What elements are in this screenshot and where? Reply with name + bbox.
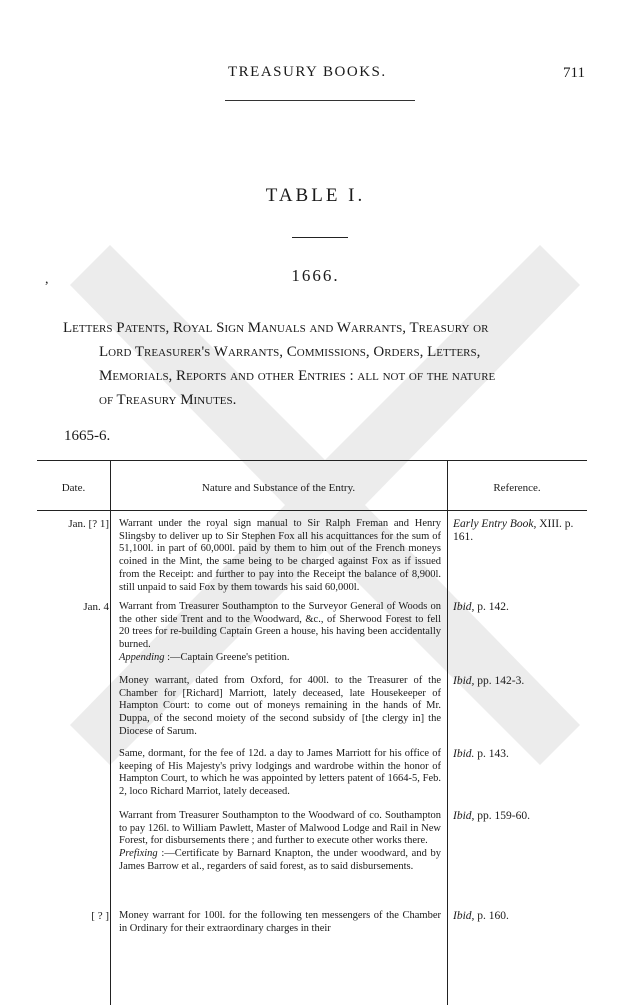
entry-appendix-label: Prefixing — [119, 848, 158, 860]
page-number: 711 — [563, 65, 585, 81]
column-header-entry: Nature and Substance of the Entry. — [201, 482, 356, 494]
reference-page: p. 143. — [474, 748, 509, 760]
row-reference — [453, 675, 585, 688]
row-entry: Same, dormant, for the fee of 12d. a day to James Marriott for his office of keeping of His Majesty's privy lodgings and wardrobe within the honor of Hampton Court, to which he was appointed by letters patent of 1664-5, Feb. 2, loco Richard Marriot, lately deceased. — [119, 748, 441, 798]
column-header-reference: Reference. — [493, 482, 541, 494]
reference-source: Early Entry Book, — [453, 518, 537, 530]
row-date: Jan. 4 — [83, 601, 109, 613]
reference-page: XIII. p. 161. — [453, 518, 574, 543]
intro-line: Letters Patents, Royal Sign Manuals and Warrants, Treasury or — [63, 320, 489, 336]
entry-appendix-text: :—Certificate by Barnard Knapton, the under woodward, and by James Barrow et al., regarders of said forest, as to said disbursements. — [119, 848, 441, 872]
column-divider — [447, 460, 448, 1005]
row-entry — [119, 601, 441, 665]
reference-page: pp. 159-60. — [474, 810, 530, 822]
reference-source: Ibid, — [453, 910, 475, 922]
heading-rule — [292, 237, 348, 238]
row-reference — [453, 601, 585, 614]
reference-source: Ibid, — [453, 810, 475, 822]
reference-source: Ibid, — [453, 601, 475, 613]
row-entry: Warrant under the royal sign manual to Sir Ralph Freman and Henry Slingsby to deliver up to Sir Stephen Fox all his acquittances for the sum of 51,100l. in part of 60,000l. paid by them to him out of the French moneys coined in the Mint, the same being to be charged against Fox as if issued from the Receipt: and further to pay into the Receipt the balance of 8,900l. still unpaid to said Fox by them towards his said 60,000l. — [119, 518, 441, 593]
row-entry — [119, 810, 441, 874]
row-entry: Money warrant for 100l. for the following ten messengers of the Chamber in Ordinary for their extraordinary charges in their — [119, 910, 441, 934]
row-entry: Money warrant, dated from Oxford, for 400l. to the Treasurer of the Chamber for [Richard] Marriott, lately deceased, late Housekeeper of Hampton Court: to come out of moneys remaining in the hands of Mr. Duppa, of the second moiety of the second subsidy of [the clergy in] the Diocese of Sarum. — [119, 675, 441, 737]
running-title: TREASURY BOOKS. — [228, 64, 387, 80]
stray-mark: , — [45, 272, 49, 287]
intro-line: of Treasury Minutes. — [99, 392, 237, 408]
table-top-rule — [37, 460, 587, 461]
row-date: Jan. [? 1] — [68, 518, 109, 530]
entry-text: Warrant from Treasurer Southampton to the Woodward of co. Southampton to pay 126l. to William Pawlett, Master of Malwood Lodge and Rail in New Forest, for disbursements there ; and further to execute other works there. — [119, 810, 441, 847]
intro-paragraph — [63, 316, 593, 412]
entry-appendix — [119, 652, 441, 665]
reference-source: Ibid, — [453, 675, 475, 687]
row-reference — [453, 518, 585, 544]
reference-page: p. 142. — [474, 601, 509, 613]
header-rule — [225, 100, 415, 101]
intro-line: Memorials, Reports and other Entries : all not of the nature — [99, 368, 496, 384]
entries-table — [37, 460, 587, 1005]
reference-source: Ibid. — [453, 748, 475, 760]
table-header-rule — [37, 510, 587, 511]
entry-text: Warrant from Treasurer Southampton to the Surveyor General of Woods on the other side Trent and to the Woodward, &c., of Sherwood Forest to fell 20 trees for re-building Captain Green a house, his having been accidentally burned. — [119, 601, 441, 651]
entry-appendix — [119, 848, 441, 873]
entry-appendix-label: Appending — [119, 651, 165, 663]
column-header-date: Date. — [61, 482, 86, 494]
column-divider — [110, 460, 111, 1005]
row-reference — [453, 748, 585, 761]
table-heading: TABLE I. — [265, 185, 366, 206]
reference-page: pp. 142-3. — [474, 675, 525, 687]
row-date: [ ? ] — [91, 910, 109, 922]
row-reference — [453, 910, 585, 923]
year-heading: 1666. — [291, 266, 340, 285]
reference-page: p. 160. — [474, 910, 509, 922]
intro-line: Lord Treasurer's Warrants, Commissions, Orders, Letters, — [99, 344, 481, 360]
year-label: 1665-6. — [64, 428, 111, 444]
running-header — [0, 64, 631, 88]
entry-appendix-text: :—Captain Greene's petition. — [164, 651, 290, 663]
row-reference — [453, 810, 585, 823]
